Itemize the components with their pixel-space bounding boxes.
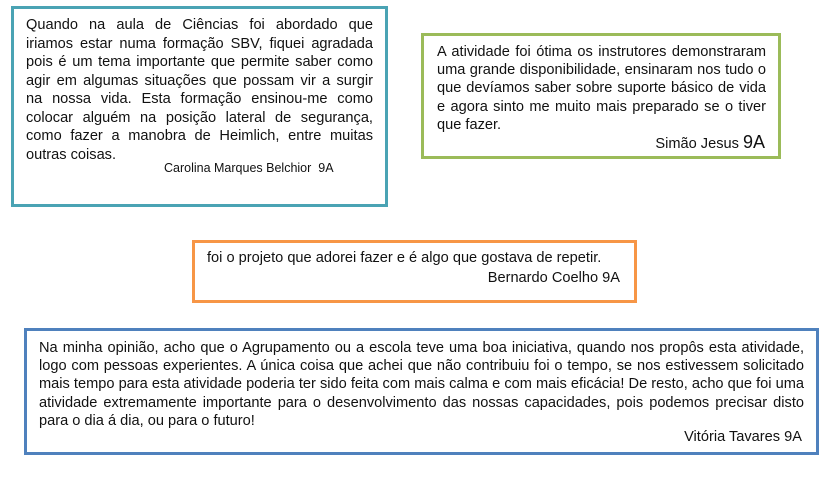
author-name: Carolina Marques Belchior: [164, 161, 312, 175]
author-class: 9A: [742, 132, 765, 152]
testimonial-signature: [655, 132, 765, 153]
testimonial-text: foi o projeto que adorei fazer e é algo que gostava de repetir.: [207, 250, 602, 266]
author-name: Vitória Tavares: [684, 429, 781, 445]
testimonial-card-simao: [421, 33, 781, 159]
author-class: 9A: [318, 161, 334, 175]
author-name: Bernardo Coelho: [487, 270, 599, 286]
testimonial-card-carolina: [11, 6, 388, 207]
testimonial-signature: [684, 429, 802, 445]
testimonial-card-vitoria: [24, 328, 819, 455]
testimonial-text: A atividade foi ótima os instrutores demonstraram uma grande disponibilidade, ensinaram nos tudo o que devíamos saber sobre suporte básico de vida e agora sinto me muito mais preparado se o tiver que fazer.: [437, 44, 766, 133]
testimonial-signature: [488, 270, 620, 286]
author-name: Simão Jesus: [655, 136, 739, 152]
testimonial-text: Quando na aula de Ciências foi abordado que iriamos estar numa formação SBV, fiquei agradada pois é um tema importante que permite saber como agir em algumas situações que possam vir a surgir na nossa vida. Esta formação ensinou-me como colocar alguém na posição lateral de segurança, como fazer a manobra de Heimlich, entre muitas outras coisas.: [26, 17, 373, 163]
testimonial-card-bernardo: [192, 240, 637, 303]
author-class: 9A: [602, 270, 620, 286]
testimonial-text: Na minha opinião, acho que o Agrupamento ou a escola teve uma boa iniciativa, quando nos propôs esta atividade, logo com pessoas experientes. A única coisa que achei que não contribuiu foi o tempo, se nos estivessem solicitado mais tempo para esta atividade poderia ter sido feita com mais calma e com mais eficácia! De resto, acho que foi uma atividade extremamente importante para o desenvolvimento das nossas capacidades, pois podemos precisar disto para o dia á dia, ou para o futuro!: [39, 340, 804, 429]
testimonial-signature: [164, 161, 334, 175]
author-class: 9A: [784, 429, 802, 445]
